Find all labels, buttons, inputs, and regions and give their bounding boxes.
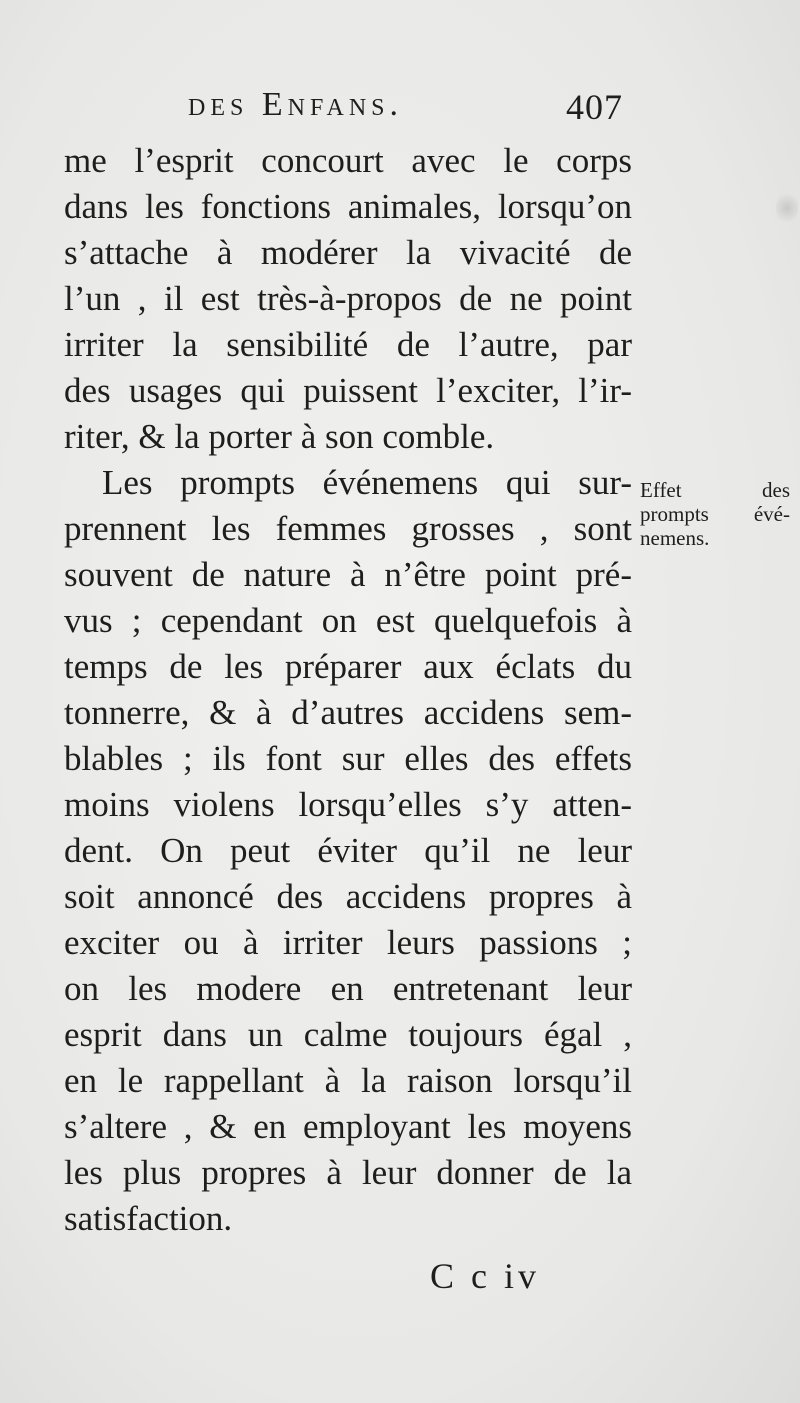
text-line: moins violens lorsqu’elles s’y atten-: [64, 785, 632, 824]
text-line: tonnerre, & à d’autres accidens sem-: [64, 693, 632, 732]
text-line: souvent de nature à n’être point pré-: [64, 555, 632, 594]
text-line: esprit dans un calme toujours égal ,: [64, 1015, 632, 1054]
text-line: temps de les préparer aux éclats du: [64, 647, 632, 686]
text-line: des usages qui puissent l’exciter, l’ir-: [64, 371, 632, 410]
text-line: les plus propres à leur donner de la: [64, 1153, 632, 1192]
text-line: Les prompts événemens qui sur-: [102, 463, 632, 502]
paragraph-continued: [64, 138, 632, 460]
text-line: dans les fonctions animales, lorsqu’on: [64, 187, 632, 226]
text-line: vus ; cependant on est quelquefois à: [64, 601, 632, 640]
text-line: riter, & la porter à son comble.: [64, 417, 495, 456]
text-line: exciter ou à irriter leurs passions ;: [64, 923, 632, 962]
text-line: on les modere en entretenant leur: [64, 969, 632, 1008]
text-line: s’altere , & en employant les moyens: [64, 1107, 632, 1146]
text-line: l’un , il est très-à-propos de ne point: [64, 279, 632, 318]
text-line: satisfaction.: [64, 1199, 233, 1238]
text-line: blables ; ils font sur elles des effets: [64, 739, 632, 778]
text-line: en le rappellant à la raison lorsqu’il: [64, 1061, 632, 1100]
text-line: s’attache à modérer la vivacité de: [64, 233, 632, 272]
text-line: me l’esprit concourt avec le corps: [64, 141, 632, 180]
paragraph-main: [64, 460, 632, 1242]
running-title: des Enfans.: [188, 86, 404, 123]
text-line: soit annoncé des accidens propres à: [64, 877, 632, 916]
page-number: 407: [566, 87, 623, 127]
text-line: prennent les femmes grosses , sont: [64, 509, 632, 548]
marginal-note-line: nemens.: [640, 526, 710, 550]
paper-stain: [776, 190, 798, 226]
text-line: dent. On peut éviter qu’il ne leur: [64, 831, 632, 870]
marginal-note-line: prompts évé-: [640, 502, 790, 526]
signature-mark: C c iv: [430, 1256, 540, 1296]
text-line: irriter la sensibilité de l’autre, par: [64, 325, 632, 364]
marginal-note-line: Effet des: [640, 478, 790, 502]
marginal-note: [640, 478, 790, 550]
